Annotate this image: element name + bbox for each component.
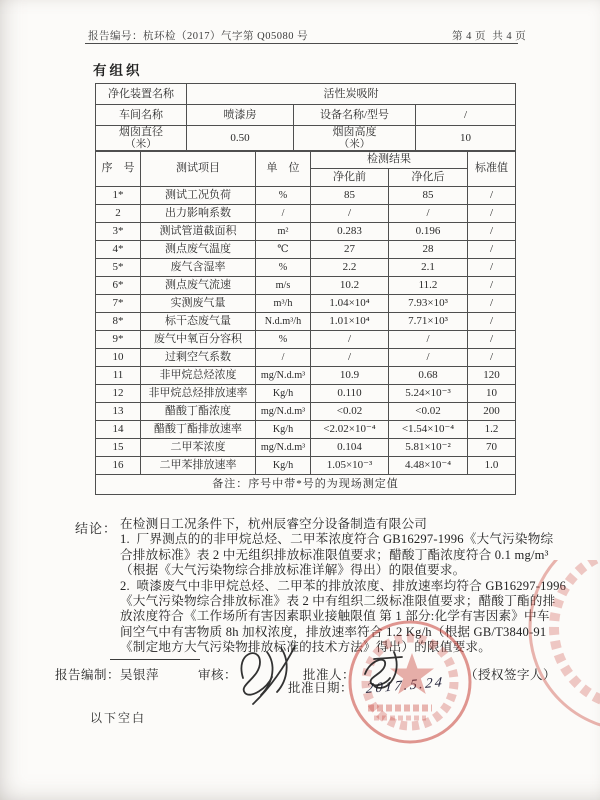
approver-signature [365, 652, 402, 688]
cell-unit: % [256, 187, 311, 205]
cell-no: 14 [96, 421, 141, 439]
col-header-result: 检测结果 [311, 151, 468, 169]
table-row [96, 349, 516, 367]
table-row [96, 223, 516, 241]
cell-no: 13 [96, 403, 141, 421]
table-row [96, 241, 516, 259]
cell-after: <0.02 [389, 403, 468, 421]
table-row [96, 457, 516, 475]
col-header-no: 序 号 [96, 151, 141, 187]
cell-item: 测试工况负荷 [141, 187, 256, 205]
info-row-workshop [96, 105, 516, 126]
cell-after: 0.68 [389, 367, 468, 385]
note-row [96, 475, 516, 495]
prepared-label: 报告编制： [55, 668, 121, 682]
stack-height-label [294, 126, 416, 152]
cell-standard: / [468, 223, 516, 241]
cell-after: 0.196 [389, 223, 468, 241]
review-label: 审核： [198, 668, 238, 682]
cell-item: 出力影响系数 [141, 205, 256, 223]
conclusion-line: 在检测日工况条件下，杭州辰睿空分设备制造有限公司 [120, 517, 428, 531]
cell-no: 8* [96, 313, 141, 331]
note-body [96, 475, 516, 495]
stack-diameter-value: 0.50 [187, 126, 294, 152]
result-table [95, 150, 516, 495]
table-row [96, 295, 516, 313]
conclusion-line: 《制定地方大气污染物排放标准的技术方法》得出）的限值要求。 [120, 640, 492, 655]
cell-item: 标干态废气量 [141, 313, 256, 331]
stack-diameter-text: 烟囱直径 [119, 126, 163, 139]
cell-unit: Kg/h [256, 421, 311, 439]
conclusion-line: 《大气污染物综合排放标准》表 2 中有组织二级标准限值要求；醋酸丁酯的排 [120, 594, 556, 609]
cell-after: / [389, 331, 468, 349]
cell-unit: m² [256, 223, 311, 241]
report-number: 报告编号：杭环检（2017）气字第 Q05080 号 [88, 31, 309, 42]
cell-before: 0.283 [311, 223, 389, 241]
authorized-signer-note: （授权签字人） [465, 668, 557, 682]
cell-after: 5.24×10⁻³ [389, 385, 468, 403]
handwritten-signatures [215, 638, 445, 708]
cell-standard: / [468, 241, 516, 259]
result-table-head [96, 151, 516, 187]
cell-after: / [389, 349, 468, 367]
stack-diameter-unit: （米） [125, 138, 157, 150]
cell-after: 7.93×10³ [389, 295, 468, 313]
cell-no: 2 [96, 205, 141, 223]
cell-no: 11 [96, 367, 141, 385]
cell-standard: / [468, 295, 516, 313]
cell-no: 10 [96, 349, 141, 367]
cell-no: 5* [96, 259, 141, 277]
cell-before: 1.04×10⁴ [311, 295, 389, 313]
table-row [96, 331, 516, 349]
cell-after: 4.48×10⁻⁴ [389, 457, 468, 475]
seal-bottom-text [368, 708, 432, 718]
table-row [96, 187, 516, 205]
cell-before: / [311, 205, 389, 223]
table-row [96, 313, 516, 331]
cell-standard: 1.2 [468, 421, 516, 439]
cell-no: 7* [96, 295, 141, 313]
cell-before: / [311, 349, 389, 367]
cell-standard: / [468, 187, 516, 205]
cell-item: 醋酸丁酯排放速率 [141, 421, 256, 439]
table-row [96, 277, 516, 295]
cell-item: 非甲烷总烃浓度 [141, 367, 256, 385]
cell-after: / [389, 205, 468, 223]
workshop-label: 车间名称 [96, 105, 187, 126]
col-header-standard: 标准值 [468, 151, 516, 187]
cell-after: 11.2 [389, 277, 468, 295]
cell-unit: m/s [256, 277, 311, 295]
result-table-body [96, 187, 516, 475]
table-row [96, 367, 516, 385]
partial-seal-right-edge [530, 560, 600, 730]
cell-no: 15 [96, 439, 141, 457]
device-info-table [95, 83, 516, 152]
cell-item: 废气含湿率 [141, 259, 256, 277]
page-number: 第 4 页 共 4 页 [452, 31, 527, 42]
cell-item: 非甲烷总烃排放速率 [141, 385, 256, 403]
table-row [96, 421, 516, 439]
cell-item: 过剩空气系数 [141, 349, 256, 367]
cell-item: 二甲苯排放速率 [141, 457, 256, 475]
table-note: 备注：序号中带*号的为现场测定值 [96, 475, 516, 495]
stack-height-unit: （米） [338, 138, 371, 150]
conclusion-line: 间空气中有害物质 8h 加权浓度，排放速率符合 1.2 Kg/h（根据 GB/T3840-91 [120, 624, 547, 639]
cell-unit: mg/N.d.m³ [256, 439, 311, 457]
cell-item: 二甲苯浓度 [141, 439, 256, 457]
header-rule [85, 43, 518, 44]
cell-no: 4* [96, 241, 141, 259]
table-row [96, 385, 516, 403]
cell-after: 5.81×10⁻² [389, 439, 468, 457]
cell-standard: 10 [468, 385, 516, 403]
section-title: 有组织 [93, 63, 143, 78]
conclusion-line: 2. 喷漆废气中非甲烷总烃、二甲苯的排放浓度、排放速率均符合 GB16297-1996 [120, 578, 567, 593]
stack-diameter-label [96, 126, 187, 152]
cell-item: 测点废气温度 [141, 241, 256, 259]
conclusion-line: 1. 厂界测点的的非甲烷总烃、二甲苯浓度符合 GB16297-1996《大气污染物综 [120, 532, 554, 547]
cell-after: 28 [389, 241, 468, 259]
cell-unit: / [256, 349, 311, 367]
cell-no: 1* [96, 187, 141, 205]
signature-line [110, 659, 200, 660]
cell-unit: % [256, 331, 311, 349]
info-row-stack [96, 126, 516, 152]
table-row [96, 403, 516, 421]
col-header-item: 测试项目 [141, 151, 256, 187]
cell-item: 醋酸丁酯浓度 [141, 403, 256, 421]
cell-before: <0.02 [311, 403, 389, 421]
cell-before: / [311, 331, 389, 349]
reviewer-signature [241, 646, 295, 704]
head-row-1 [96, 151, 516, 169]
cell-unit: mg/N.d.m³ [256, 403, 311, 421]
purifier-value: 活性炭吸附 [187, 84, 516, 105]
conclusion-line: 放浓度符合《工作场所有害因素职业接触限值 第 1 部分:化学有害因素》中车 [120, 609, 550, 624]
cell-standard: / [468, 205, 516, 223]
table-row [96, 439, 516, 457]
approval-date-label: 批准日期： [288, 681, 354, 695]
cell-no: 16 [96, 457, 141, 475]
cell-after: 7.71×10³ [389, 313, 468, 331]
cell-unit: mg/N.d.m³ [256, 367, 311, 385]
approval-date-handwritten: 2017.5.24 [365, 675, 445, 698]
cell-unit: N.d.m³/h [256, 313, 311, 331]
cell-unit: Kg/h [256, 385, 311, 403]
info-row-purifier [96, 84, 516, 105]
cell-before: 0.104 [311, 439, 389, 457]
stack-height-value: 10 [416, 126, 516, 152]
cell-unit: % [256, 259, 311, 277]
cell-item: 测点废气流速 [141, 277, 256, 295]
cell-standard: / [468, 331, 516, 349]
cell-after: 2.1 [389, 259, 468, 277]
cell-standard: / [468, 277, 516, 295]
cell-unit: ℃ [256, 241, 311, 259]
purifier-label: 净化装置名称 [96, 84, 187, 105]
cell-standard: 200 [468, 403, 516, 421]
table-row [96, 205, 516, 223]
cell-after: <1.54×10⁻⁴ [389, 421, 468, 439]
cell-before: 1.01×10⁴ [311, 313, 389, 331]
col-header-unit: 单 位 [256, 151, 311, 187]
cell-standard: 120 [468, 367, 516, 385]
cell-before: 10.2 [311, 277, 389, 295]
stack-height-text: 烟囱高度 [332, 126, 377, 139]
cell-no: 3* [96, 223, 141, 241]
conclusion-line: （根据《大气污染物综合排放标准详解》得出）的限值要求。 [120, 563, 466, 578]
workshop-value: 喷漆房 [187, 105, 294, 126]
col-header-after: 净化后 [389, 169, 468, 187]
equipment-label: 设备名称/型号 [294, 105, 416, 126]
cell-item: 废气中氧百分容积 [141, 331, 256, 349]
cell-no: 12 [96, 385, 141, 403]
cell-before: 85 [311, 187, 389, 205]
prepared-name: 吴银萍 [120, 668, 160, 682]
cell-unit: Kg/h [256, 457, 311, 475]
cell-after: 85 [389, 187, 468, 205]
cell-item: 实测废气量 [141, 295, 256, 313]
below-blank-note: 以下空白 [90, 711, 147, 725]
cell-before: 27 [311, 241, 389, 259]
cell-standard: 1.0 [468, 457, 516, 475]
cell-standard: 70 [468, 439, 516, 457]
cell-no: 9* [96, 331, 141, 349]
conclusion-line: 合排放标准》表 2 中无组织排放标准限值要求；醋酸丁酯浓度符合 0.1 mg/m³ [120, 547, 549, 562]
approver-label: 批准人： [303, 668, 356, 682]
cell-unit: / [256, 205, 311, 223]
conclusion-label: 结论： [75, 521, 118, 536]
cell-unit: m³/h [256, 295, 311, 313]
table-row [96, 259, 516, 277]
cell-before: 1.05×10⁻³ [311, 457, 389, 475]
col-header-before: 净化前 [311, 169, 389, 187]
prepared-by [55, 665, 159, 683]
cell-no: 6* [96, 277, 141, 295]
cell-before: <2.02×10⁻⁴ [311, 421, 389, 439]
cell-before: 2.2 [311, 259, 389, 277]
cell-standard: / [468, 313, 516, 331]
equipment-value: / [416, 105, 516, 126]
cell-standard: / [468, 349, 516, 367]
cell-before: 0.110 [311, 385, 389, 403]
cell-standard: / [468, 259, 516, 277]
cell-item: 测试管道截面积 [141, 223, 256, 241]
cell-before: 10.9 [311, 367, 389, 385]
